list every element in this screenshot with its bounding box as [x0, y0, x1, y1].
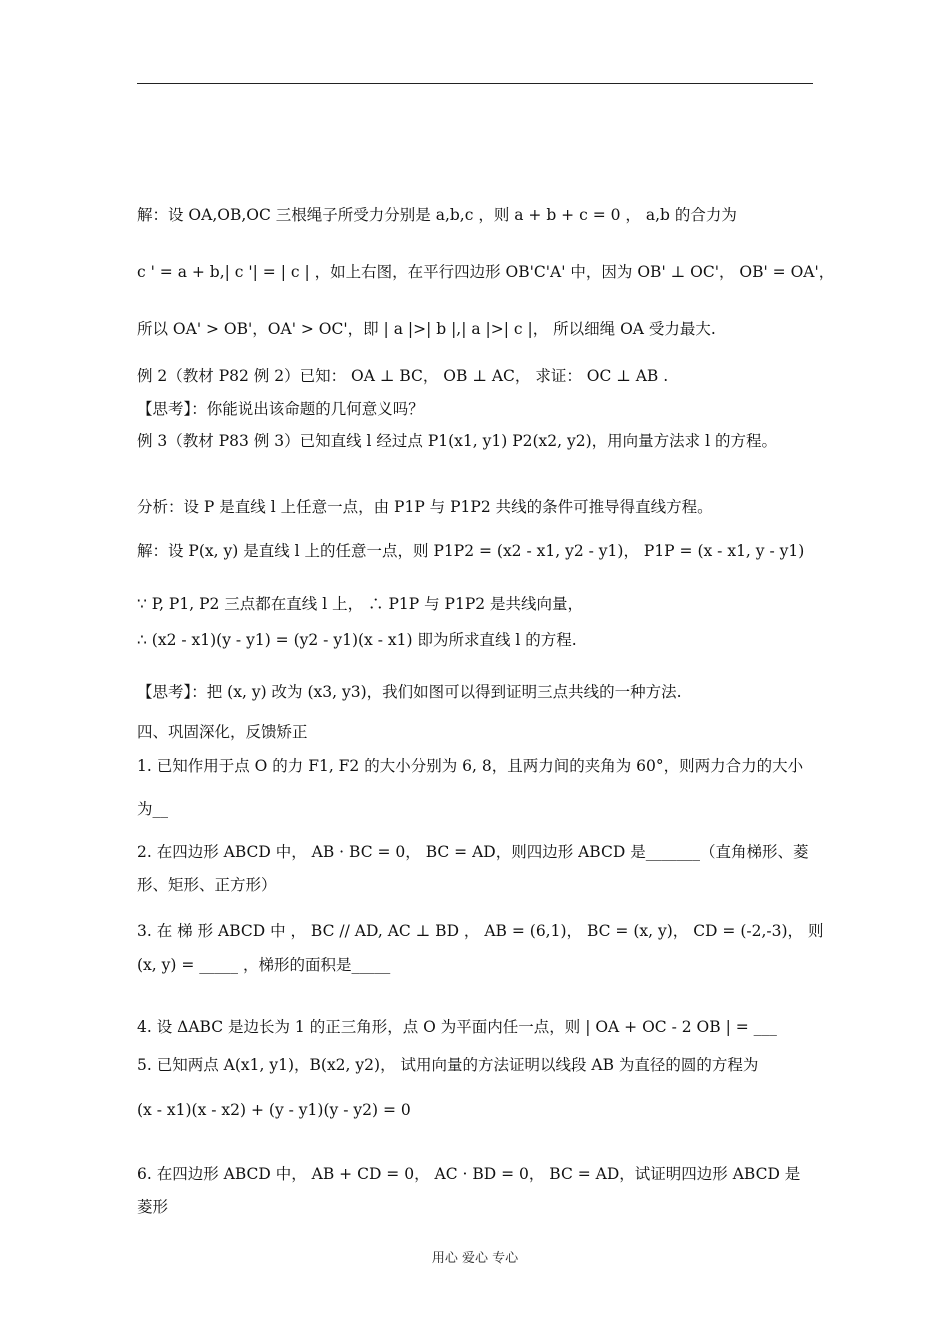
analysis-line: 分析：设 P 是直线 l 上任意一点，由 P1P 与 P1P2 共线的条件可推导得直线方程。: [137, 498, 713, 516]
exercise-3-line-1: 3. 在 梯 形 ABCD 中 ， BC // AD, AC ⊥ BD ， AB = (6,1)， BC = (x, y)， CD = (-2,-3)， 则: [137, 922, 824, 940]
solution-line-1: 解：设 OA,OB,OC 三根绳子所受力分别是 a,b,c ，则 a + b + c = 0 ， a,b 的合力为: [137, 206, 737, 224]
exercise-2-line-2: 形、矩形、正方形）: [137, 876, 277, 894]
exercise-1-line-2: 为__: [137, 800, 169, 818]
solution-3-line-1: 解：设 P(x, y) 是直线 l 上的任意一点，则 P1P2 = (x2 - x1, y2 - y1)， P1P = (x - x1, y - y1): [137, 542, 805, 560]
exercise-4: 4. 设 ΔABC 是边长为 1 的正三角形，点 O 为平面内任一点，则 | OA + OC - 2 OB | = ___: [137, 1018, 777, 1036]
page-footer: 用心 爱心 专心: [431, 1251, 519, 1266]
exercise-5-line-2: (x - x1)(x - x2) + (y - y1)(y - y2) = 0: [137, 1101, 411, 1119]
solution-3-line-2: ∵ P, P1, P2 三点都在直线 l 上， ∴ P1P 与 P1P2 是共线向量，: [137, 595, 584, 613]
section-heading: 四、巩固深化，反馈矫正: [137, 723, 308, 741]
think-1: 【思考】：你能说出该命题的几何意义吗？: [137, 400, 424, 418]
header-rule: [137, 83, 813, 84]
exercise-6-line-2: 菱形: [137, 1198, 169, 1216]
solution-line-3: 所以 OA' > OB'，OA' > OC'，即 | a |>| b |,| a |>| c |， 所以细绳 OA 受力最大.: [137, 320, 716, 338]
solution-3-line-3: ∴ (x2 - x1)(y - y1) = (y2 - y1)(x - x1) 即为所求直线 l 的方程.: [137, 631, 577, 649]
solution-line-2: c ' = a + b,| c '| = | c | ，如上右图，在平行四边形 OB'C'A' 中，因为 OB' ⊥ OC'， OB' = OA'，: [137, 263, 835, 281]
exercise-5-line-1: 5. 已知两点 A(x1, y1)，B(x2, y2)， 试用向量的方法证明以线段 AB 为直径的圆的方程为: [137, 1056, 759, 1074]
exercise-3-line-2: (x, y) = _____ ，梯形的面积是_____: [137, 956, 391, 974]
example-3: 例 3（教材 P83 例 3）已知直线 l 经过点 P1(x1, y1) P2(x2, y2)，用向量方法求 l 的方程。: [137, 432, 777, 450]
exercise-6-line-1: 6. 在四边形 ABCD 中， AB + CD = 0， AC · BD = 0， BC = AD，试证明四边形 ABCD 是: [137, 1165, 801, 1183]
exercise-1-line-1: 1. 已知作用于点 O 的力 F1, F2 的大小分别为 6, 8，且两力间的夹角为 60°，则两力合力的大小: [137, 757, 804, 775]
exercise-2-line-1: 2. 在四边形 ABCD 中， AB · BC = 0， BC = AD，则四边形 ABCD 是_______（直角梯形、菱: [137, 843, 809, 861]
example-2: 例 2（教材 P82 例 2）已知： OA ⊥ BC， OB ⊥ AC， 求证： OC ⊥ AB .: [137, 367, 669, 385]
think-2: 【思考】：把 (x, y) 改为 (x3, y3)，我们如图可以得到证明三点共线的一种方法.: [137, 683, 682, 701]
